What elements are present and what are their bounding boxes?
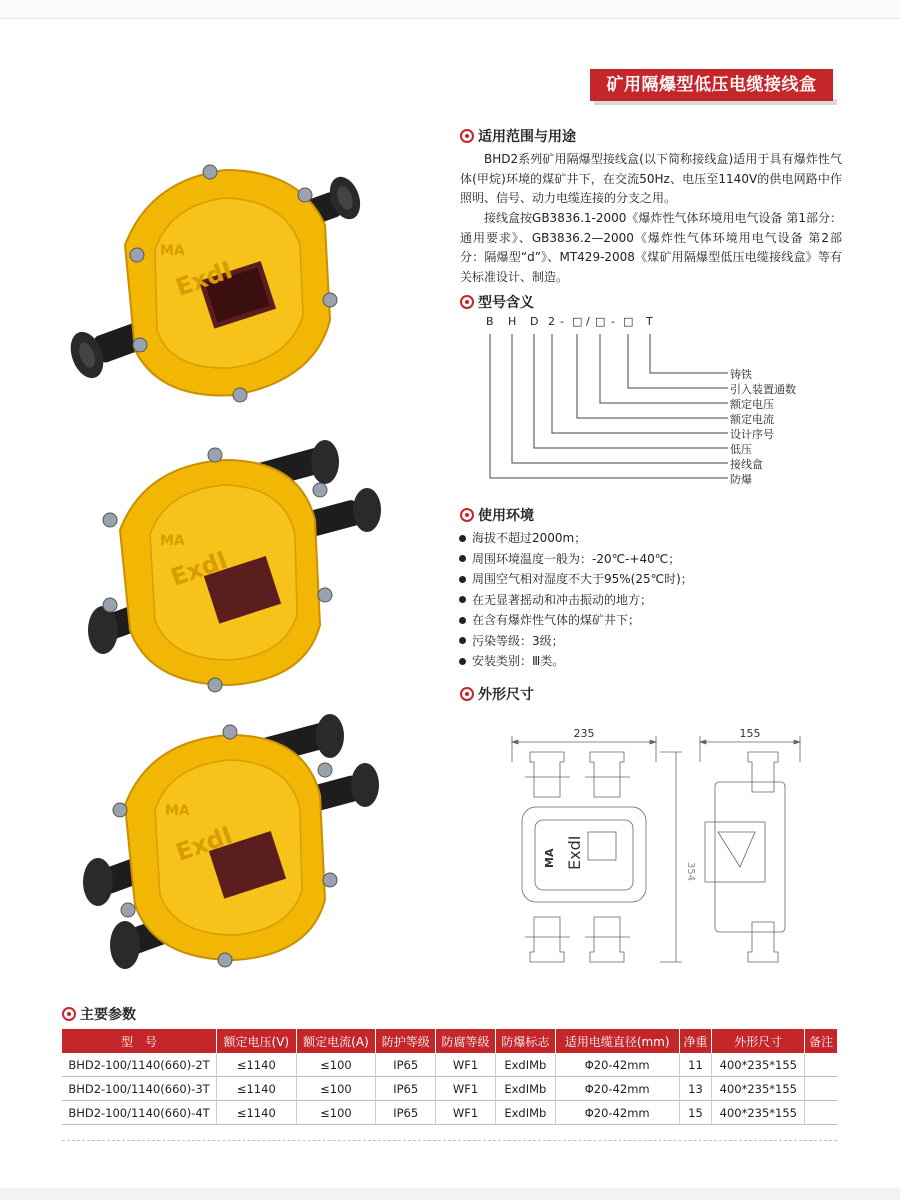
- table-cell: Φ20-42mm: [555, 1053, 679, 1077]
- table-cell: IP65: [376, 1101, 436, 1125]
- col-header: 防腐等级: [436, 1029, 496, 1053]
- bullet-dot-icon: [459, 658, 466, 665]
- top-strip: [0, 0, 900, 19]
- model-label: 铸铁: [730, 368, 752, 381]
- model-label: 低压: [730, 443, 752, 456]
- col-header: 备注: [805, 1029, 837, 1053]
- photo-ma-mark: MA: [160, 243, 185, 259]
- table-cell: BHD2-100/1140(660)-3T: [62, 1077, 217, 1101]
- model-code-char: 2: [548, 315, 555, 328]
- params-table: [62, 1029, 837, 1125]
- col-header: 适用电缆直径(mm): [555, 1029, 679, 1053]
- list-item: 海拔不超过2000m；: [459, 528, 693, 549]
- table-cell: WF1: [436, 1101, 496, 1125]
- product-photo-2t: [55, 150, 395, 420]
- table-cell: Φ20-42mm: [555, 1077, 679, 1101]
- table-cell: Φ20-42mm: [555, 1101, 679, 1125]
- section-heading-model: 型号含义: [460, 292, 534, 312]
- model-label: 引入装置通数: [730, 383, 796, 396]
- table-cell: BHD2-100/1140(660)-2T: [62, 1053, 217, 1077]
- drawing-ma-mark: MA: [543, 848, 556, 868]
- list-item: 在无显著摇动和冲击振动的地方；: [459, 590, 693, 611]
- ring-bullet-icon: [460, 508, 474, 522]
- col-header: 外形尺寸: [712, 1029, 805, 1053]
- bullet-dot-icon: [459, 535, 466, 542]
- list-item: 周围空气相对湿度不大于95%(25℃时)；: [459, 569, 693, 590]
- section-heading-scope: 适用范围与用途: [460, 126, 576, 146]
- product-photo-3t: [85, 430, 395, 700]
- table-cell: ≤1140: [217, 1101, 297, 1125]
- table-cell: IP65: [376, 1053, 436, 1077]
- table-cell: 400*235*155: [712, 1101, 805, 1125]
- table-cell: 15: [679, 1101, 712, 1125]
- footer-strip: [0, 1188, 900, 1200]
- section-heading-params: 主要参数: [62, 1004, 136, 1024]
- table-cell: BHD2-100/1140(660)-4T: [62, 1101, 217, 1125]
- model-label: 额定电流: [730, 413, 774, 426]
- ring-bullet-icon: [62, 1007, 76, 1021]
- table-header-row: [62, 1029, 837, 1053]
- model-code-char: □: [572, 315, 583, 328]
- col-header: 净重: [679, 1029, 712, 1053]
- table-cell: ≤100: [296, 1101, 376, 1125]
- list-item: 安装类别：Ⅲ类。: [459, 651, 693, 672]
- bullet-dot-icon: [459, 555, 466, 562]
- bottom-divider: [62, 1140, 837, 1141]
- env-list: [459, 528, 693, 672]
- bullet-dot-icon: [459, 637, 466, 644]
- table-cell: [805, 1101, 837, 1125]
- model-code-char: □: [623, 315, 634, 328]
- model-code-char: T: [646, 315, 653, 328]
- model-leader-lines: [480, 330, 730, 490]
- ring-bullet-icon: [460, 687, 474, 701]
- table-row: [62, 1101, 837, 1125]
- section-heading-env: 使用环境: [460, 505, 534, 525]
- table-cell: 13: [679, 1077, 712, 1101]
- table-cell: ExdIMb: [495, 1053, 555, 1077]
- model-code-char: □: [595, 315, 606, 328]
- table-row: [62, 1053, 837, 1077]
- model-code-char: B: [486, 315, 494, 328]
- table-cell: IP65: [376, 1077, 436, 1101]
- list-item: 在含有爆炸性气体的煤矿井下；: [459, 610, 693, 631]
- ring-bullet-icon: [460, 295, 474, 309]
- table-cell: [805, 1053, 837, 1077]
- bullet-dot-icon: [459, 617, 466, 624]
- model-code-char: D: [530, 315, 539, 328]
- table-cell: 400*235*155: [712, 1053, 805, 1077]
- bullet-dot-icon: [459, 576, 466, 583]
- model-label: 接线盒: [730, 458, 763, 471]
- ring-bullet-icon: [460, 129, 474, 143]
- col-header: 防爆标志: [495, 1029, 555, 1053]
- model-label: 防爆: [730, 473, 752, 486]
- col-header: 防护等级: [376, 1029, 436, 1053]
- col-header: 额定电流(A): [296, 1029, 376, 1053]
- dimension-drawing: [500, 722, 820, 982]
- bullet-dot-icon: [459, 596, 466, 603]
- model-code-char: H: [508, 315, 517, 328]
- scope-paragraph-1: BHD2系列矿用隔爆型接线盒(以下简称接线盒)适用于具有爆炸性气体(甲烷)环境的煤矿井下，在交流50Hz、电压至1140V的供电网路中作照明、信号、动力电缆连接的分支之用。: [460, 152, 842, 205]
- table-cell: ExdIMb: [495, 1077, 555, 1101]
- table-cell: ≤1140: [217, 1077, 297, 1101]
- table-cell: 11: [679, 1053, 712, 1077]
- photo-exd-mark: ExdI: [172, 255, 237, 302]
- model-code-char: -: [560, 315, 564, 328]
- list-item: 污染等级：3级；: [459, 631, 693, 652]
- table-cell: ExdIMb: [495, 1101, 555, 1125]
- dim-depth-label: 155: [739, 727, 761, 740]
- product-photo-4t: [80, 710, 390, 990]
- photo-ma-mark: MA: [160, 533, 185, 549]
- table-cell: ≤100: [296, 1053, 376, 1077]
- table-cell: [805, 1077, 837, 1101]
- table-cell: WF1: [436, 1053, 496, 1077]
- list-item: 周围环境温度一般为：-20℃-+40℃；: [459, 549, 693, 570]
- table-cell: ≤1140: [217, 1053, 297, 1077]
- table-cell: 400*235*155: [712, 1077, 805, 1101]
- scope-paragraph-2: 接线盒按GB3836.1-2000《爆炸性气体环境用电气设备 第1部分：通用要求》、GB3836.2—2000《爆炸性气体环境用电气设备 第2部分：隔爆型“d”》、MT429-2008《煤矿用隔爆型低压电缆接线盒》等有关标准设计、制造。: [460, 211, 842, 284]
- photo-exd-mark: ExdI: [167, 545, 232, 592]
- col-header: 型 号: [62, 1029, 217, 1053]
- col-header: 额定电压(V): [217, 1029, 297, 1053]
- photo-exd-mark: ExdI: [172, 820, 237, 867]
- table-row: [62, 1077, 837, 1101]
- table-cell: WF1: [436, 1077, 496, 1101]
- table-cell: ≤100: [296, 1077, 376, 1101]
- dim-height-label: 354: [685, 862, 696, 882]
- model-label: 额定电压: [730, 398, 774, 411]
- section-heading-dims: 外形尺寸: [460, 684, 534, 704]
- model-code-char: /: [586, 315, 590, 328]
- photo-ma-mark: MA: [165, 803, 190, 819]
- model-code-char: -: [611, 315, 615, 328]
- model-label: 设计序号: [730, 428, 774, 441]
- dim-width-label: 235: [573, 727, 595, 740]
- page-title: 矿用隔爆型低压电缆接线盒: [590, 69, 833, 101]
- drawing-exd-mark: ExdI: [565, 835, 584, 870]
